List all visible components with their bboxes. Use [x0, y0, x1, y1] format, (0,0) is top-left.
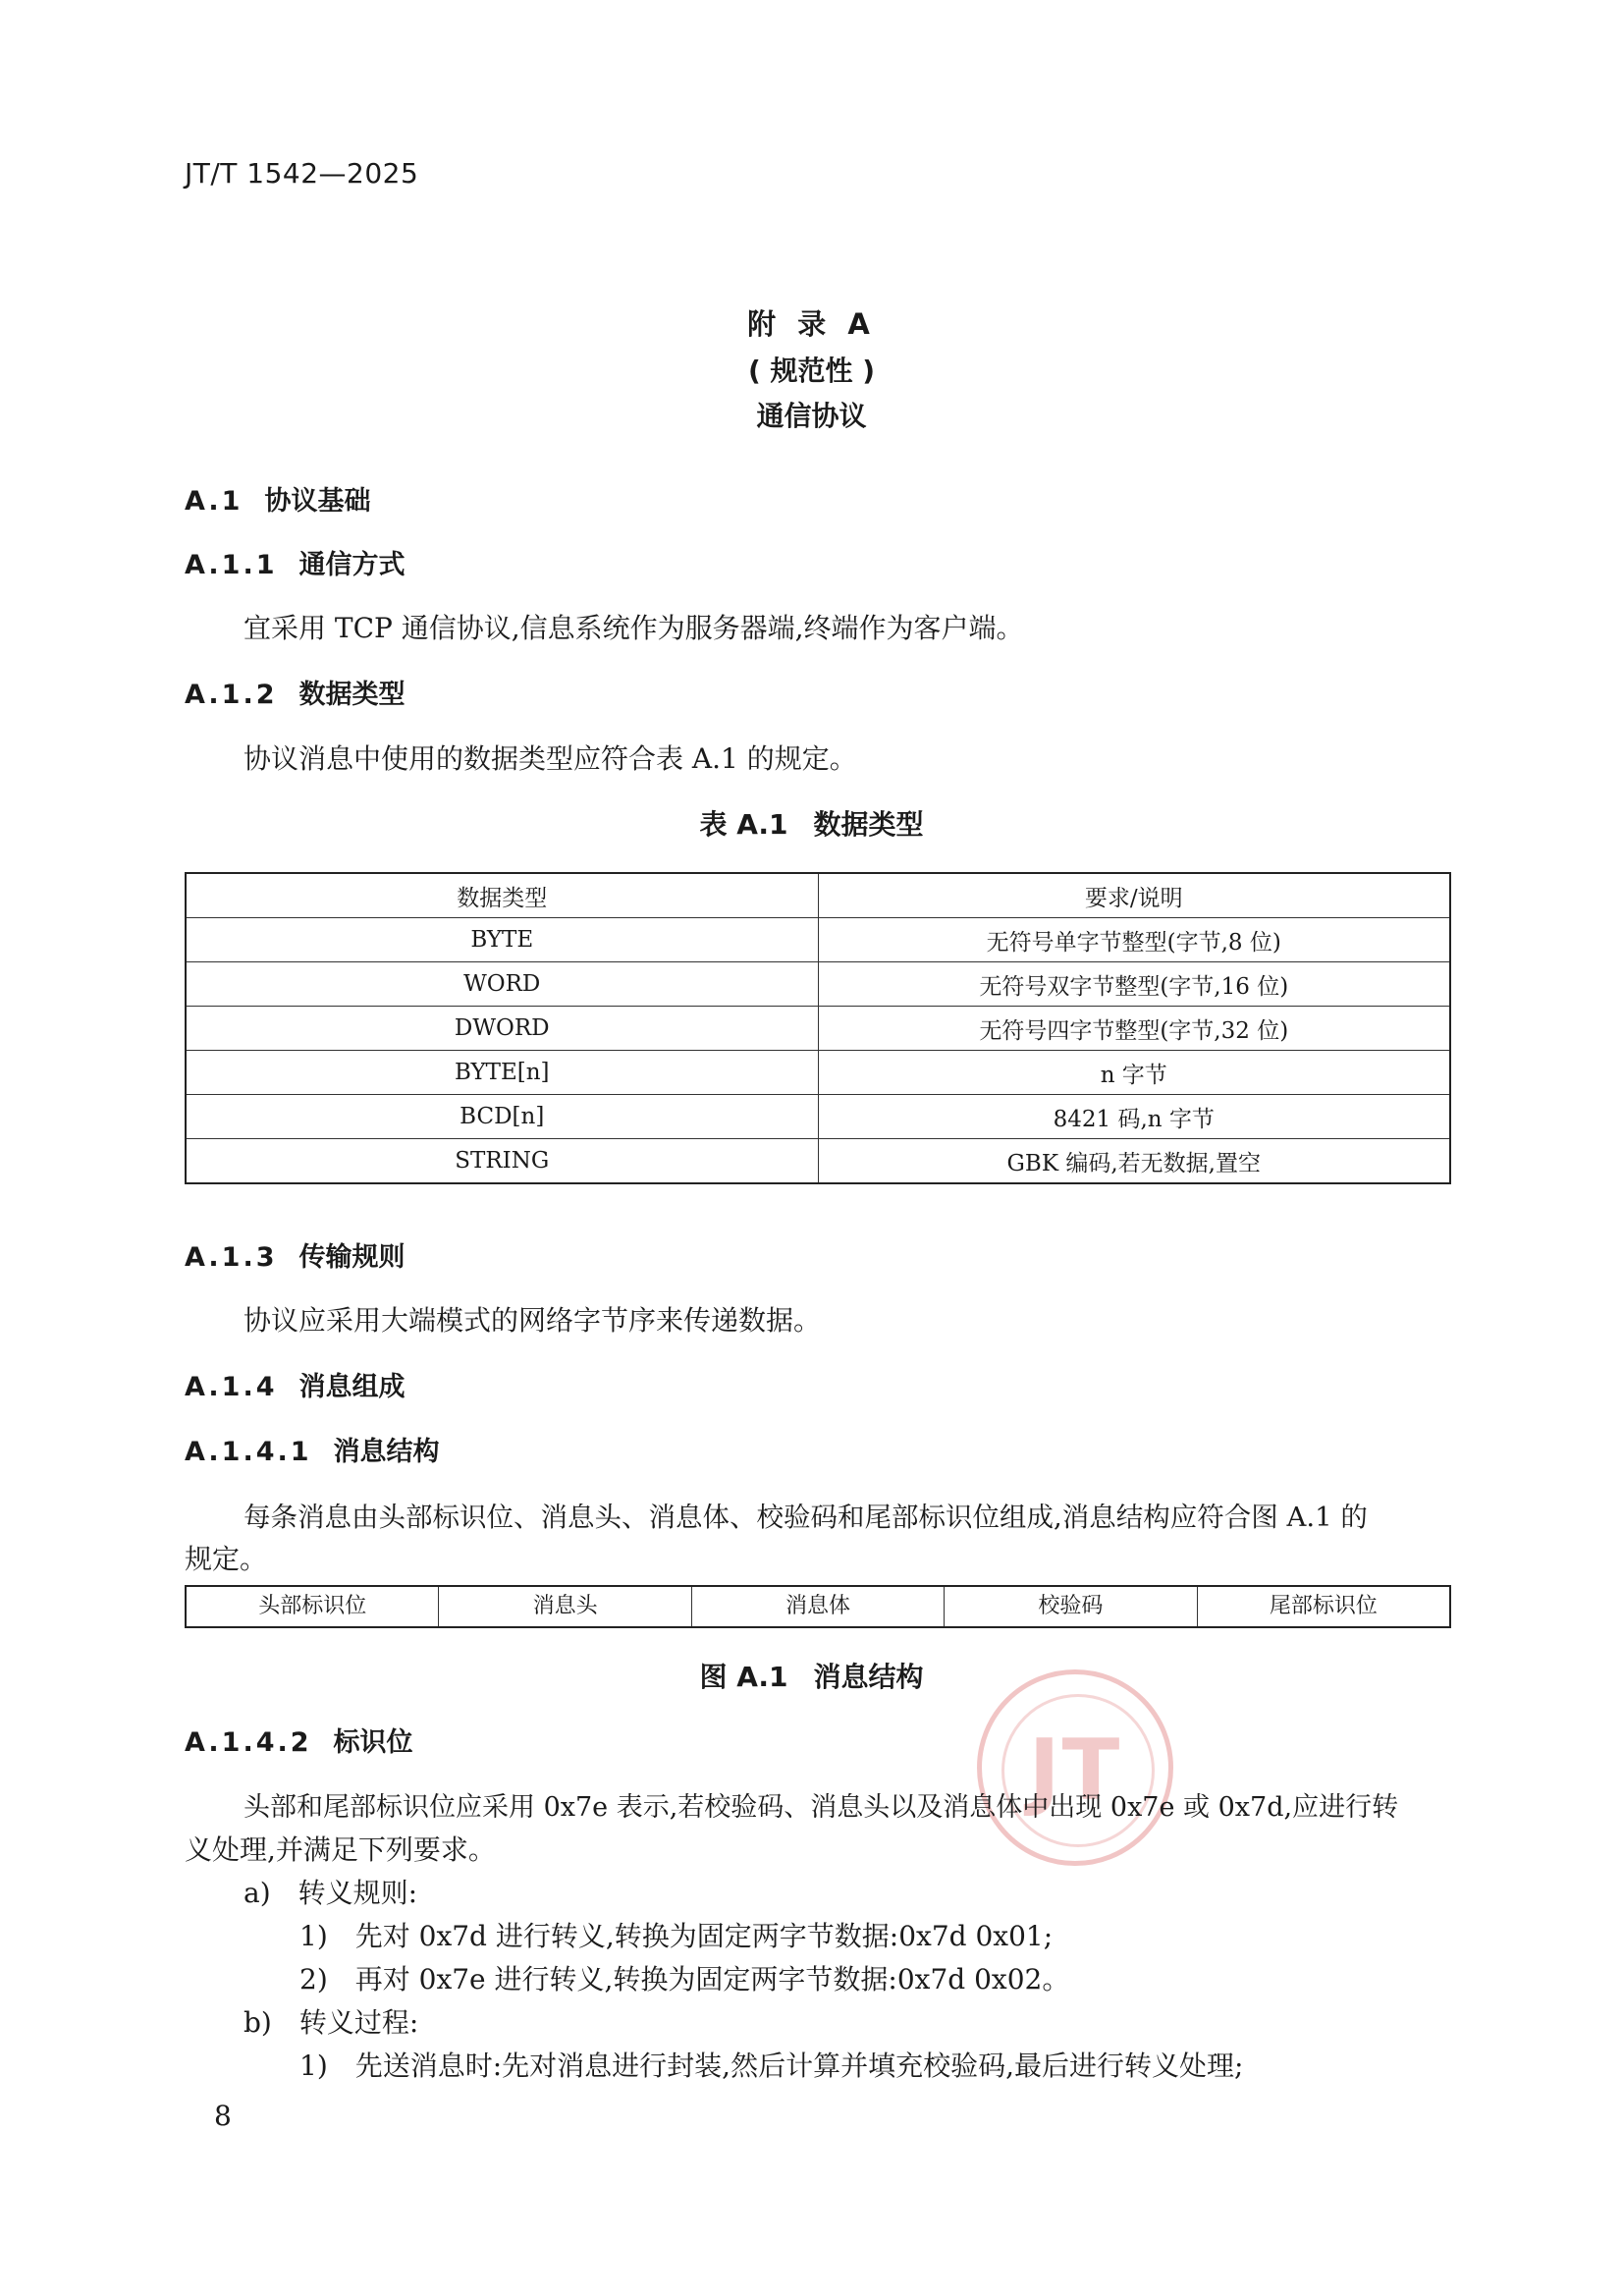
- message-structure-figure: [185, 1585, 1451, 1628]
- annex-title: 附 录 A: [747, 307, 876, 341]
- section-number: A.1.4: [185, 1372, 278, 1402]
- table-cell: 无符号单字节整型(字节,8 位): [818, 918, 1450, 962]
- table-cell: BYTE[n]: [186, 1051, 818, 1095]
- table-cell: DWORD: [186, 1007, 818, 1051]
- section-number: A.1.3: [185, 1242, 278, 1273]
- section-number: A.1.2: [185, 680, 278, 710]
- table-cell: WORD: [186, 962, 818, 1007]
- paragraph-a13: 协议应采用大端模式的网络字节序来传递数据。: [243, 1304, 822, 1337]
- list-item-a1: 1) 先对 0x7d 进行转义,转换为固定两字节数据:0x7d 0x01;: [299, 1920, 1054, 1952]
- table-cell: BCD[n]: [186, 1095, 818, 1139]
- paragraph-a12: 协议消息中使用的数据类型应符合表 A.1 的规定。: [243, 742, 857, 775]
- figure-cell: 头部标识位: [187, 1587, 439, 1626]
- table-cell: n 字节: [818, 1051, 1450, 1095]
- page-number: 8: [214, 2100, 232, 2132]
- section-heading-a142: [185, 1721, 413, 1759]
- section-title: 协议基础: [264, 486, 371, 517]
- figure-caption-number: 图 A.1: [699, 1661, 788, 1693]
- table-cell: GBK 编码,若无数据,置空: [818, 1139, 1450, 1184]
- section-title: 数据类型: [298, 680, 406, 710]
- annex-type: ( 规范性 ): [747, 355, 876, 387]
- table-cell: 无符号双字节整型(字节,16 位): [818, 962, 1450, 1007]
- annex-name: 通信协议: [756, 400, 867, 432]
- list-item-a2: 2) 再对 0x7e 进行转义,转换为固定两字节数据:0x7d 0x02。: [299, 1963, 1070, 1995]
- figure-cell: 校验码: [945, 1587, 1197, 1626]
- table-cell: 无符号四字节整型(字节,32 位): [818, 1007, 1450, 1051]
- table-cell: 8421 码,n 字节: [818, 1095, 1450, 1139]
- figure-cell: 消息头: [439, 1587, 691, 1626]
- table-row: [186, 1095, 1450, 1139]
- table-caption-title: 数据类型: [813, 808, 924, 841]
- section-number: A.1.4.2: [185, 1727, 312, 1758]
- table-cell: BYTE: [186, 918, 818, 962]
- section-heading-a11: [185, 543, 405, 581]
- table-row: [186, 918, 1450, 962]
- table-caption: [0, 803, 1623, 843]
- section-heading-a14: [185, 1365, 405, 1403]
- figure-cell: 尾部标识位: [1269, 1594, 1378, 1618]
- stamp-text: JT: [1028, 1722, 1122, 1820]
- document-code: JT/T 1542—2025: [185, 157, 419, 190]
- table-cell: STRING: [186, 1139, 818, 1184]
- table-header-cell: 数据类型: [186, 873, 818, 918]
- table-row: [186, 962, 1450, 1007]
- section-title: 消息结构: [333, 1437, 440, 1467]
- figure-cell: 消息体: [692, 1587, 945, 1626]
- table-row: [186, 1007, 1450, 1051]
- section-heading-a13: [185, 1235, 405, 1274]
- watermark-stamp: [977, 1669, 1173, 1866]
- table-header-row: [186, 873, 1450, 918]
- list-item-b1: 1) 先送消息时:先对消息进行封装,然后计算并填充校验码,最后进行转义处理;: [299, 2050, 1244, 2082]
- paragraph-a141-line1: 每条消息由头部标识位、消息头、消息体、校验码和尾部标识位组成,消息结构应符合图 A.1 的: [243, 1502, 1368, 1533]
- section-heading-a12: [185, 673, 405, 711]
- table-caption-number: 表 A.1: [699, 808, 788, 841]
- table-row: [186, 1051, 1450, 1095]
- figure-caption: [0, 1656, 1623, 1695]
- paragraph-a11: 宜采用 TCP 通信协议,信息系统作为服务器端,终端作为客户端。: [243, 612, 1024, 644]
- section-number: A.1.4.1: [185, 1437, 312, 1467]
- section-title: 传输规则: [298, 1242, 406, 1273]
- data-type-table: [185, 872, 1451, 1184]
- figure-caption-title: 消息结构: [813, 1661, 924, 1693]
- section-title: 标识位: [333, 1727, 413, 1758]
- section-number: A.1: [185, 486, 243, 517]
- paragraph-a142-line2: 义处理,并满足下列要求。: [185, 1833, 496, 1866]
- paragraph-a141-line2: 规定。: [185, 1543, 268, 1575]
- section-heading-a141: [185, 1430, 440, 1468]
- section-heading-a1: [185, 479, 370, 518]
- paragraph-a142-line1: 头部和尾部标识位应采用 0x7e 表示,若校验码、消息头以及消息体中出现 0x7e 或 0x7d,应进行转: [243, 1792, 1399, 1823]
- list-item-b: b) 转义过程:: [243, 2006, 419, 2039]
- section-title: 通信方式: [298, 550, 406, 580]
- table-header-cell: 要求/说明: [818, 873, 1450, 918]
- list-item-a: a) 转义规则:: [243, 1877, 418, 1909]
- section-number: A.1.1: [185, 550, 278, 580]
- table-row: [186, 1139, 1450, 1184]
- section-title: 消息组成: [298, 1372, 406, 1402]
